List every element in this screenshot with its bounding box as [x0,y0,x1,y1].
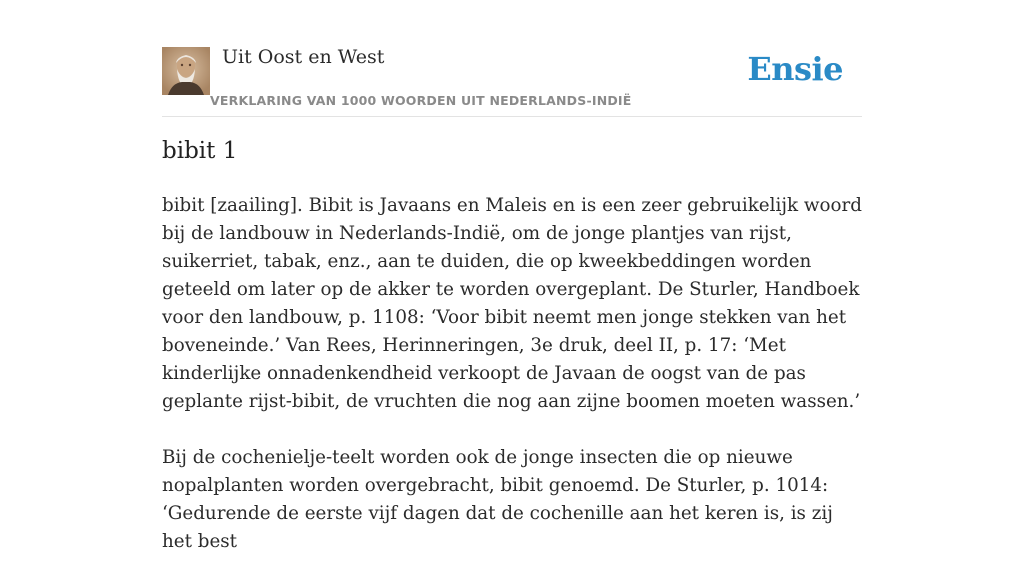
site-title-link[interactable]: Uit Oost en West [222,46,385,68]
site-header [162,44,862,117]
entry-body [162,192,867,584]
entry-title: bibit 1 [162,138,238,164]
site-subtitle: VERKLARING VAN 1000 WOORDEN UIT NEDERLANDS-INDIË [210,93,632,108]
entry-paragraph-1: bibit [zaailing]. Bibit is Javaans en Maleis en is een zeer gebruikelijk woord bij de landbouw in Nederlands-Indië, om de jonge plantjes van rijst, suikerriet, tabak, enz., aan te duiden, die op kweekbeddingen worden geteeld om later op de akker te worden overgeplant. De Sturler, Handboek voor den landbouw, p. 1108: ‘Voor bibit neemt men jonge stekken van het boveneinde.’ Van Rees, Herinneringen, 3e druk, deel II, p. 17: ‘Met kinderlijke onnadenkendheid verkoopt de Javaan de oogst van de pas geplante rijst-bibit, de vruchten die nog aan zijne boomen moeten wassen.’ [162,195,862,412]
entry-paragraph-2: Bij de cochenielje-teelt worden ook de jonge insecten die op nieuwe nopalplanten worden overgebracht, bibit genoemd. De Sturler, p. 1014: ‘Gedurende de eerste vijf dagen dat de cochenille aan het keren is, is zij het best [162,447,833,552]
ensie-logo-link[interactable]: Ensie [747,50,843,88]
author-portrait-avatar[interactable] [162,47,210,95]
portrait-image [162,47,210,95]
